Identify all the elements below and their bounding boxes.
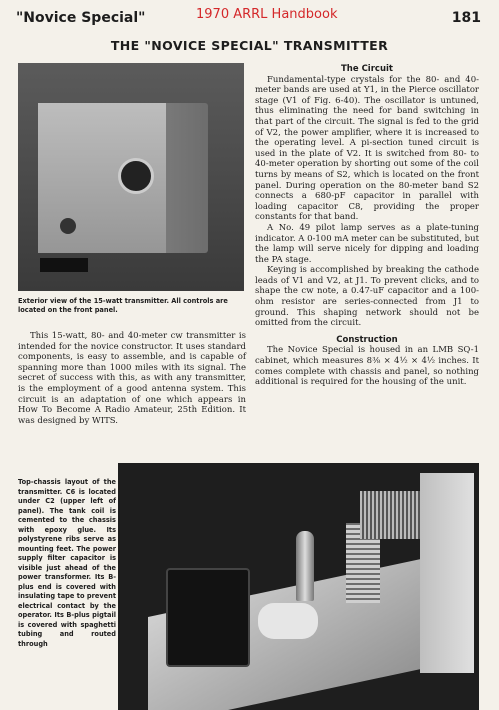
- article-title: THE "NOVICE SPECIAL" TRANSMITTER: [110, 38, 389, 53]
- photo2-caption: Top-chassis layout of the transmitter. C6 is located under C2 (upper left of panel). The tank coil is cemented to the chassis with epoxy glue. Its polystyrene ribs serve as mounting feet. The power supply filter capacitor is visible just ahead of the power transformer. Its B-plus end is covered with insulating tape to prevent electrical contact by the operator. Its B-plus pigtail is covered with spaghetti tubing and routed through: [18, 478, 116, 648]
- source-label: 1970 ARRL Handbook: [196, 7, 338, 22]
- left-column: [18, 331, 246, 426]
- transmitter-exterior-photo: [18, 63, 244, 291]
- circuit-paragraph: Fundamental-type crystals for the 80- and 40-meter bands are used at Y1, in the Pierce oscillator stage (V1 of Fig. 6-40). The oscillator is untuned, thus eliminating the need for band switching in that part of the circuit. The signal is fed to the grid of V2, the power amplifier, where it is increased to the operating level. A pi-section tuned circuit is used in the plate of V2. It is switched from 80- to 40-meter operation by shorting out some of the coil turns by means of S2, which is located on the front panel. During operation on the 80-meter band S2 connects a 680-pF capacitor in parallel with loading capacitor C8, providing the proper constants for that band.: [255, 74, 479, 223]
- running-header: "Novice Special": [16, 10, 146, 26]
- circuit-paragraph: A No. 49 pilot lamp serves as a plate-tuning indicator. A 0-100 mA meter can be substituted, but the lamp will serve nicely for dipping and loading the PA stage.: [255, 222, 479, 265]
- construction-paragraph: The Novice Special is housed in an LMB SQ-1 cabinet, which measures 8⅜ × 4½ × 4½ inches. It comes complete with chassis and panel, so nothing additional is required for the housing of the unit.: [255, 345, 479, 388]
- photo1-caption: Exterior view of the 15-watt transmitter. All controls are located on the front panel.: [18, 297, 228, 314]
- circuit-paragraph: Keying is accomplished by breaking the cathode leads of V1 and V2, at J1. To prevent clicks, and to shape the cw note, a 0.47-uF capacitor and a 100-ohm resistor are series-connected from J1 to ground. This shaping network should not be omitted from the circuit.: [255, 265, 479, 329]
- right-column: [255, 64, 479, 388]
- section-heading-construction: Construction: [336, 334, 398, 345]
- intro-paragraph: This 15-watt, 80- and 40-meter cw transmitter is intended for the novice constructor. It uses standard components, is easy to assemble, and is capable of spanning more than 1000 miles with its signal. The secret of success with this, as with any transmitter, is the employment of a good antenna system. This circuit is an adaptation of one which appears in How To Become A Radio Amateur, 25th Edition. It was designed by WITS.: [18, 331, 246, 426]
- page-number: 181: [451, 10, 481, 26]
- section-heading-circuit: The Circuit: [341, 64, 393, 74]
- top-chassis-photo: [118, 463, 479, 710]
